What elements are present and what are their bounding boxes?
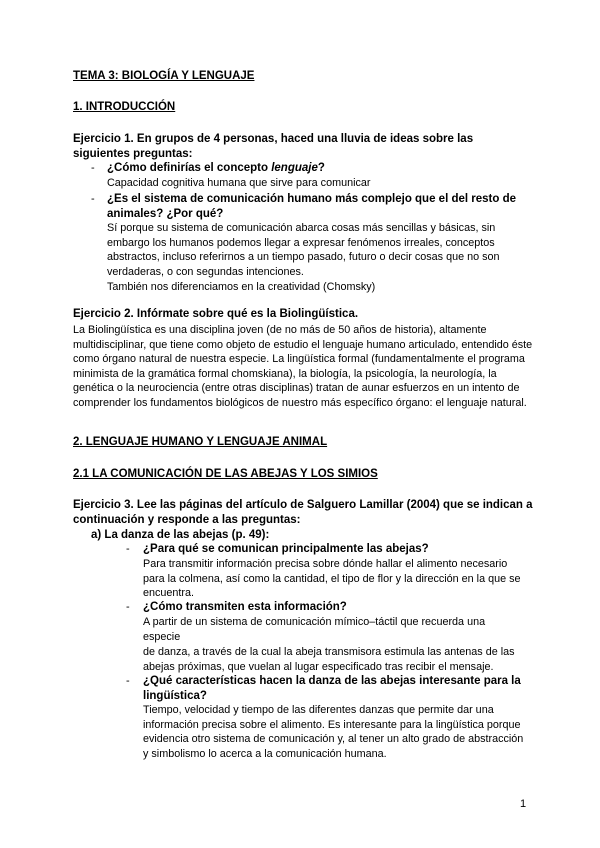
exercise-3-question-1: ¿Para qué se comunican principalmente las abejas? (143, 543, 429, 555)
exercise-1-question-2: ¿Es el sistema de comunicación humano más complejo que el del resto de animales? ¿Por qué? (107, 193, 517, 220)
bullet-dash: - (126, 675, 130, 687)
question-term: lenguaje (271, 162, 318, 174)
exercise-3-answer-2-line-1: A partir de un sistema de comunicación mímico–táctil que recuerda una (143, 616, 486, 628)
exercise-3-question-3: ¿Qué características hacen la danza de las abejas interesante para la lingüística? (143, 675, 521, 702)
exercise-3-answer-2-line-3: de danza, a través de la cual la abeja transmisora estimula las antenas de las abejas próximas, que vuelan al lugar especificado tras recibir el mensaje. (143, 646, 515, 673)
exercise-1-prompt: Ejercicio 1. En grupos de 4 personas, haced una lluvia de ideas sobre las siguientes preguntas: (73, 133, 474, 160)
exercise-3-answer-2-line-2: especie (143, 631, 181, 643)
bullet-dash: - (91, 162, 95, 174)
exercise-3-answer-1: Para transmitir información precisa sobre dónde hallar el alimento necesario para la colmena, así como la cantidad, el tipo de flor y la dirección en la que se encuentra. (143, 558, 521, 600)
exercise-1-question-1 (107, 161, 537, 176)
page-number: 1 (520, 798, 527, 810)
exercise-3-answer-3: Tiempo, velocidad y tiempo de las diferentes danzas que permite dar una información precisa sobre el alimento. Es interesante para la lingüística porque evidencia otro sistema de comunicación y, al tener un alto grado de abstracción y simbolismo lo acerca a la comunicación humana. (143, 704, 524, 760)
exercise-1-answer-2b: También nos diferenciamos en la creatividad (Chomsky) (107, 281, 376, 293)
bullet-dash: - (91, 193, 95, 205)
exercise-1-answer-1: Capacidad cognitiva humana que sirve para comunicar (107, 177, 371, 189)
section-lenguaje-humano-animal: 2. LENGUAJE HUMANO Y LENGUAJE ANIMAL (73, 436, 328, 448)
exercise-1-answer-2: Sí porque su sistema de comunicación abarca cosas más sencillas y básicas, sin embargo los humanos podemos llegar a expresar fenómenos irreales, conceptos abstractos, incluso referirnos a un tiempo pasado, futuro o decir cosas que no son verdaderas, o con segundas intenciones. (107, 222, 500, 278)
exercise-3-question-2: ¿Cómo transmiten esta información? (143, 601, 347, 613)
section-comunicacion-abejas-simios: 2.1 LA COMUNICACIÓN DE LAS ABEJAS Y LOS SIMIOS (73, 468, 378, 480)
question-mark: ? (317, 162, 325, 174)
question-text: ¿Cómo definirías el concepto (107, 162, 272, 174)
exercise-3-subsection-a: a) La danza de las abejas (p. 49): (91, 529, 270, 541)
exercise-3-prompt: Ejercicio 3. Lee las páginas del artículo de Salguero Lamillar (2004) que se indican a continuación y responde a las preguntas: (73, 499, 533, 526)
bullet-dash: - (126, 543, 130, 555)
bullet-dash: - (126, 601, 130, 613)
document-title: TEMA 3: BIOLOGÍA Y LENGUAJE (73, 70, 255, 82)
section-introduccion: 1. INTRODUCCIÓN (73, 101, 176, 113)
exercise-2-text: La Biolingüística es una disciplina joven (de no más de 50 años de historia), altamente multidisciplinar, que tiene como objeto de estudio el lenguaje humano articulado, entendido éste como órgano natural de nuestra especie. La lingüística formal (fundamentalmente el programa minimista de la gramática formal chomskiana), la biología, la psicología, la neurología, la genética o la neurociencia (entre otras disciplinas) tratan de aunar esfuerzos en un intento de comprender los fundamentos biológicos de nuestro más específico órgano: el lenguaje natural. (73, 324, 533, 409)
exercise-2-prompt: Ejercicio 2. Infórmate sobre qué es la Biolingüística. (73, 308, 359, 320)
